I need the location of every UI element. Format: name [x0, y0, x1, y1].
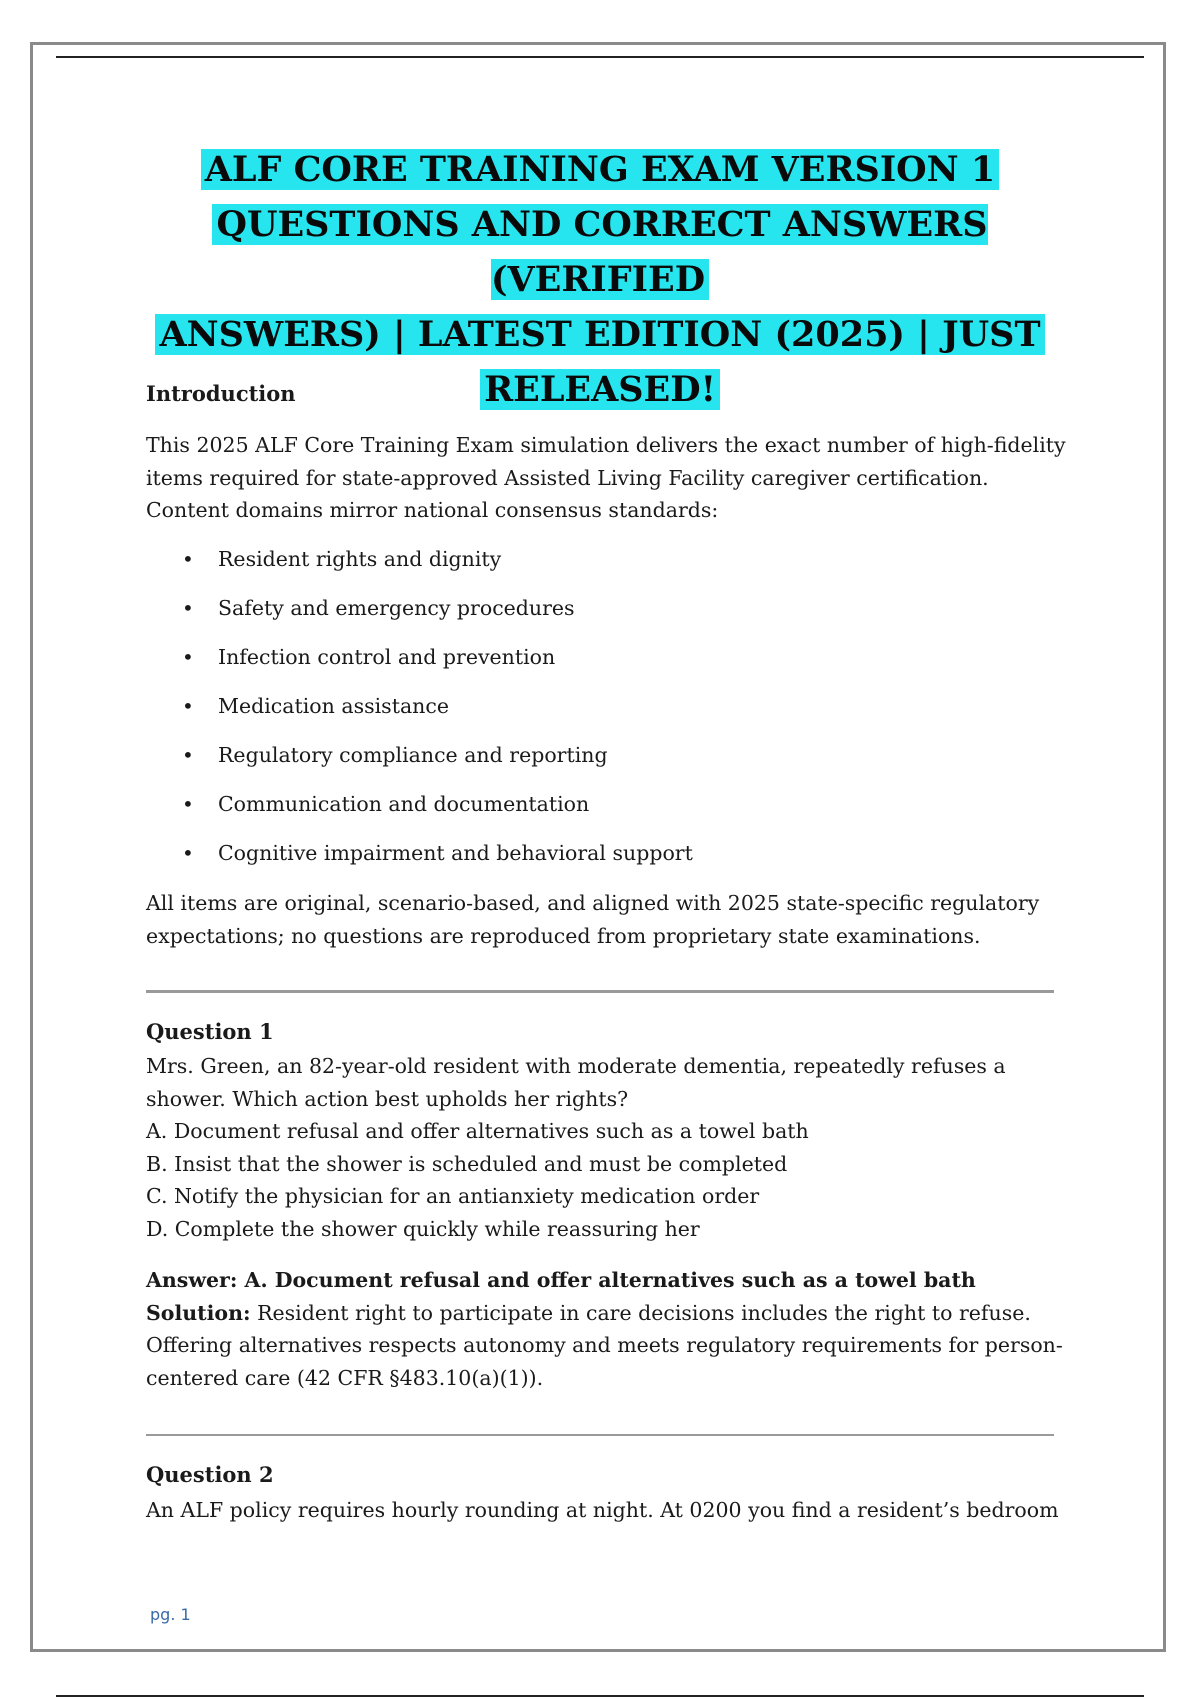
question-1-heading: Question 1: [146, 1019, 274, 1044]
list-item: • Resident rights and dignity: [146, 543, 1046, 592]
introduction-closing: All items are original, scenario-based, and aligned with 2025 state-specific regulatory expectations; no questions are reproduced from proprietary state examinations.: [146, 891, 1040, 948]
header-rule: [56, 56, 1144, 58]
section-divider: [146, 990, 1054, 993]
question-1-option-c: C. Notify the physician for an antianxiety medication order: [146, 1184, 760, 1208]
question-1-stem: Mrs. Green, an 82-year-old resident with moderate dementia, repeatedly refuses a shower. Which action best upholds her rights?: [146, 1054, 1006, 1111]
question-1-option-a: A. Document refusal and offer alternatives such as a towel bath: [146, 1119, 809, 1143]
introduction-paragraph: This 2025 ALF Core Training Exam simulation delivers the exact number of high-fidelity items required for state-approved Assisted Living Facility caregiver certification. Content domains mirror national consensus standards:: [146, 433, 1066, 522]
page-number: pg. 1: [150, 1605, 191, 1624]
list-item: • Safety and emergency procedures: [146, 592, 1046, 641]
question-1-solution: [146, 1297, 1066, 1395]
question-1-body: [146, 1050, 1066, 1245]
footer-rule: [56, 1695, 1144, 1697]
document-title: [145, 142, 1055, 417]
solution-text: Resident right to participate in care decisions includes the right to refuse. Offering alternatives respects autonomy and meets regulatory requirements for person-centered care (42 CFR §483.10(a)(1)).: [146, 1300, 1063, 1390]
question-1-option-b: B. Insist that the shower is scheduled and must be completed: [146, 1151, 788, 1176]
section-divider: [146, 1434, 1054, 1436]
title-line-3: ANSWERS) | LATEST EDITION (2025) | JUST: [155, 314, 1044, 355]
question-1-answer: Answer: A. Document refusal and offer alternatives such as a towel bath: [146, 1268, 976, 1292]
question-1-option-d: D. Complete the shower quickly while reassuring her: [146, 1216, 700, 1241]
title-line-2: QUESTIONS AND CORRECT ANSWERS (VERIFIED: [212, 204, 987, 300]
introduction-heading: Introduction: [146, 381, 296, 406]
content-domain-list: [146, 543, 1046, 886]
title-line-4: RELEASED!: [480, 369, 720, 410]
solution-label: Solution:: [146, 1300, 251, 1325]
list-item: • Cognitive impairment and behavioral support: [146, 837, 1046, 886]
question-1-answer-block: [146, 1264, 1066, 1394]
list-item: • Medication assistance: [146, 690, 1046, 739]
question-2-heading: Question 2: [146, 1462, 274, 1487]
list-item: • Regulatory compliance and reporting: [146, 739, 1046, 788]
title-line-1: ALF CORE TRAINING EXAM VERSION 1: [201, 149, 999, 190]
list-item: • Communication and documentation: [146, 788, 1046, 837]
question-2-stem: An ALF policy requires hourly rounding at night. At 0200 you find a resident’s bedroom: [146, 1498, 1059, 1522]
list-item: • Infection control and prevention: [146, 641, 1046, 690]
